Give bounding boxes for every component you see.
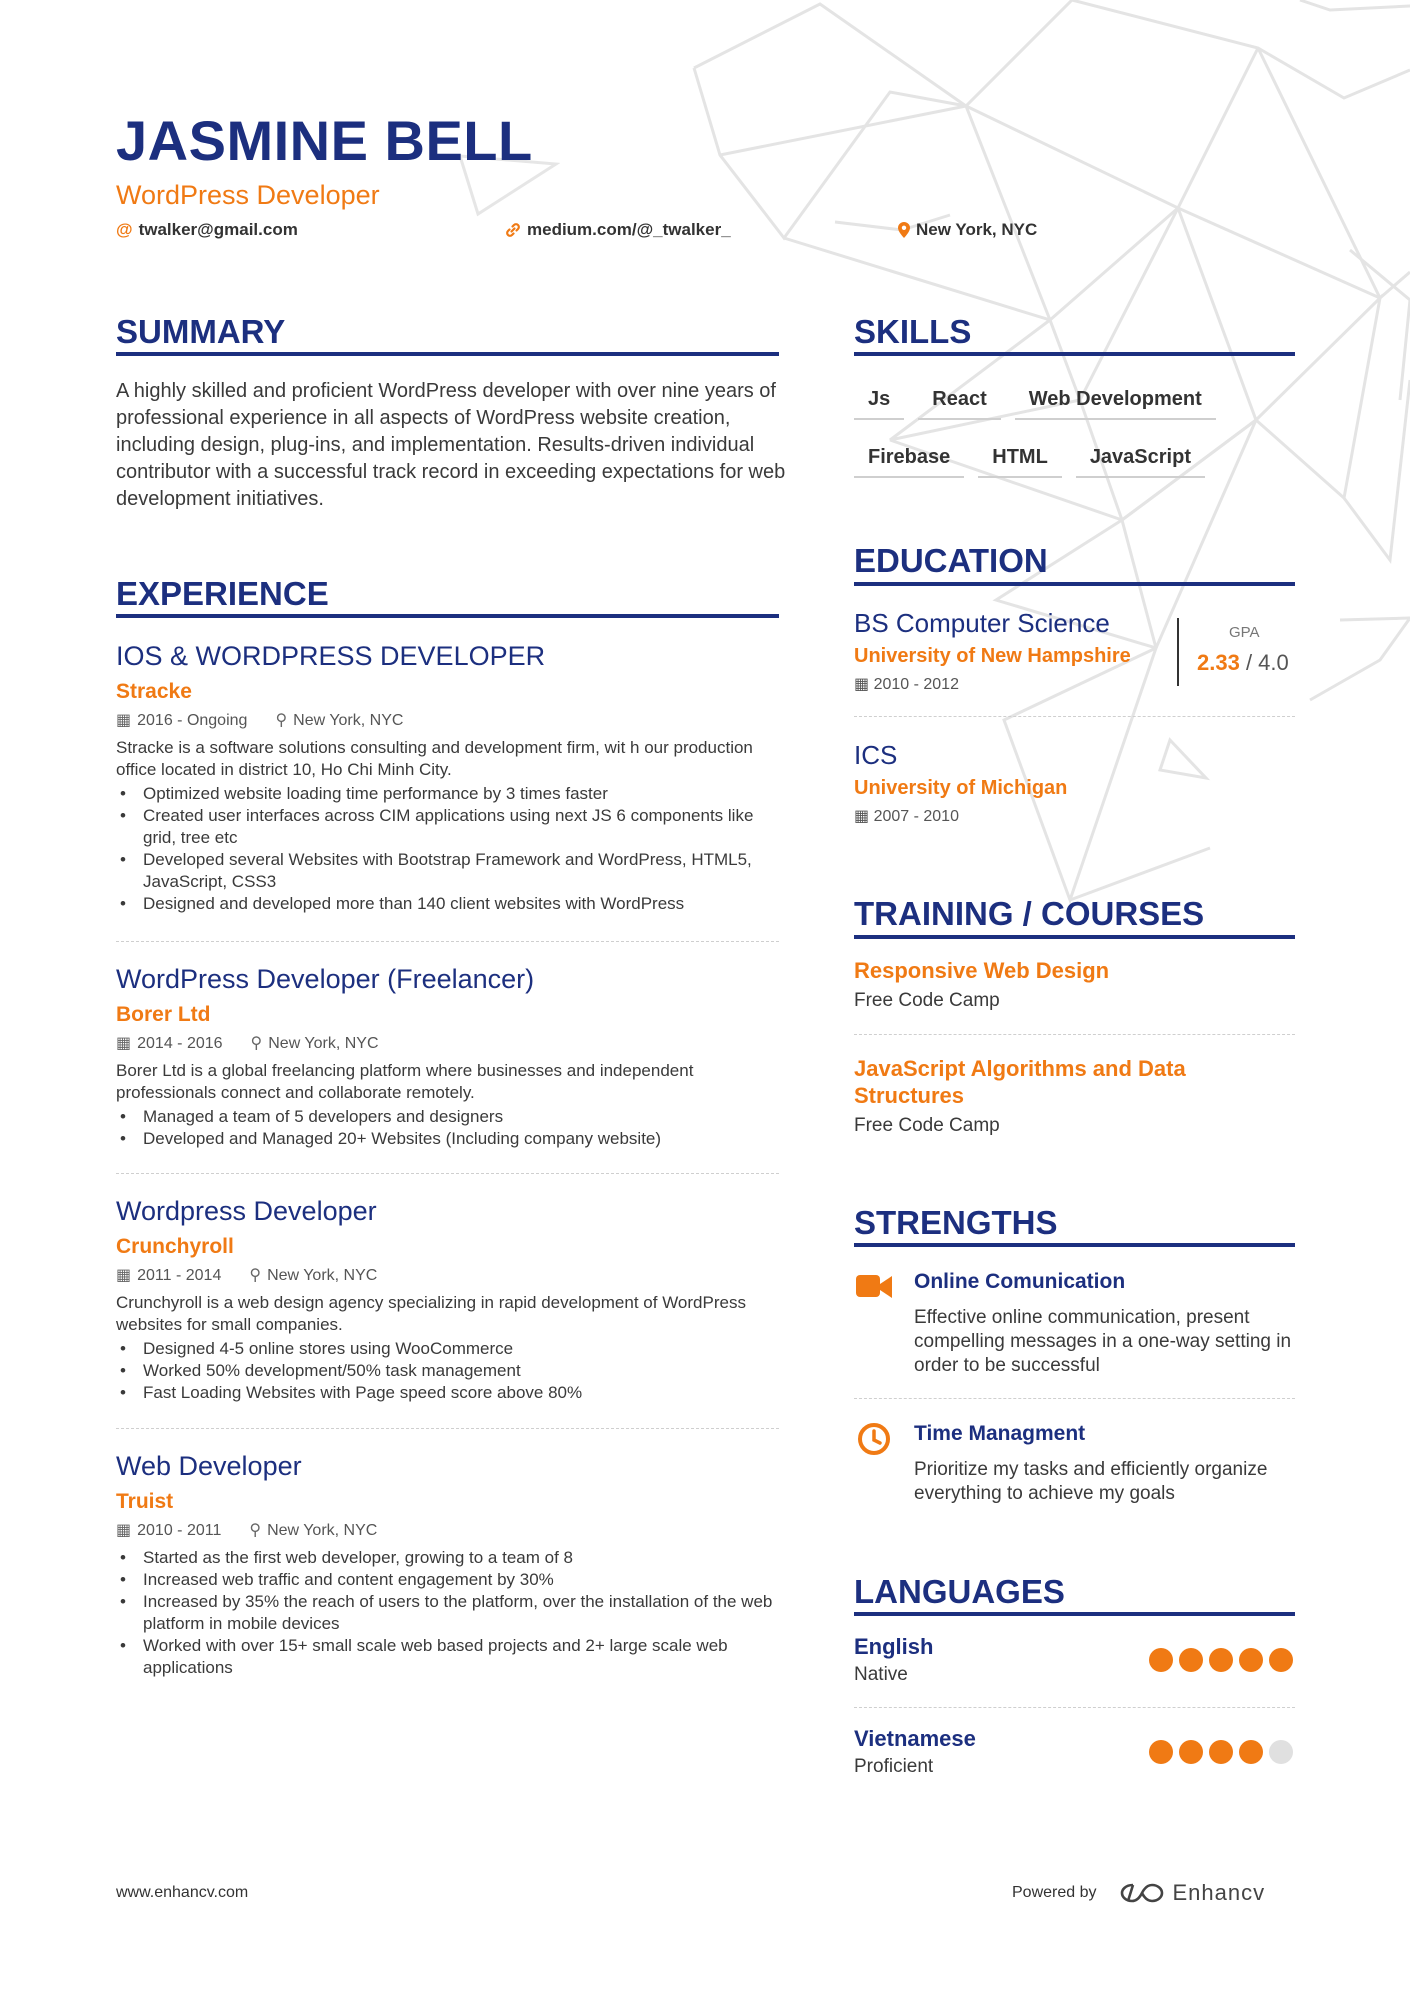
clock-icon: [854, 1422, 894, 1456]
rating-dot-filled: [1149, 1648, 1173, 1672]
divider: [116, 1173, 779, 1174]
link-text: medium.com/@_twalker_: [527, 220, 731, 239]
strength-title: Online Comunication: [914, 1270, 1126, 1293]
strength-item: [854, 1270, 1295, 1390]
experience-item: [116, 963, 779, 1150]
section-rule: [854, 1612, 1295, 1616]
job-bullet: • Worked with over 15+ small scale web based projects and 2+ large scale web applications: [116, 1635, 779, 1679]
language-item: [854, 1726, 1295, 1778]
divider: [854, 1707, 1295, 1708]
dates-text: 2007 - 2010: [873, 808, 959, 825]
course-org: Free Code Camp: [854, 1115, 1000, 1136]
strength-description: Prioritize my tasks and efficiently organize everything to achieve my goals: [914, 1459, 1268, 1504]
video-camera-icon: [854, 1270, 894, 1304]
job-bullet: • Worked 50% development/50% task management: [116, 1360, 779, 1382]
job-dates: 2016 - Ongoing: [137, 712, 248, 729]
divider: [854, 1398, 1295, 1399]
at-icon: @: [116, 220, 133, 239]
course-title: Responsive Web Design: [854, 958, 1110, 983]
skill-tag: Js: [854, 380, 904, 420]
gpa-max: / 4.0: [1239, 650, 1289, 675]
job-company: Truist: [116, 1490, 174, 1513]
job-dates: 2010 - 2011: [137, 1522, 222, 1539]
calendar-icon: ▦: [116, 1035, 132, 1052]
job-bullets: [116, 783, 779, 915]
course-item: [854, 957, 1295, 1012]
skill-row: [854, 438, 1295, 478]
language-name: English: [854, 1634, 934, 1659]
education-item: [854, 740, 1295, 826]
job-title: IOS & WORDPRESS DEVELOPER: [116, 641, 546, 671]
footer-powered: [1012, 1880, 1265, 1906]
strength-description: Effective online communication, present compelling messages in a one-way setting in order to be successful: [914, 1307, 1292, 1376]
divider: [116, 941, 779, 942]
experience-item: [116, 1195, 779, 1404]
gpa-value: [1197, 650, 1289, 676]
skill-tag: Firebase: [854, 438, 964, 478]
map-pin-icon: ⚲: [249, 1267, 262, 1284]
calendar-icon: ▦: [116, 712, 132, 729]
job-location: New York, NYC: [267, 1267, 378, 1284]
brand-logo[interactable]: [1119, 1880, 1266, 1906]
job-meta: [116, 1034, 779, 1054]
job-meta: [116, 1266, 779, 1286]
skill-tag: JavaScript: [1076, 438, 1205, 478]
job-description: Borer Ltd is a global freelancing platform where businesses and independent professionals connect and collaborate remotely.: [116, 1061, 694, 1102]
course-item: [854, 1055, 1295, 1137]
experience-item: [116, 640, 779, 915]
gpa-label: GPA: [1229, 624, 1260, 641]
job-title: Wordpress Developer: [116, 1196, 377, 1226]
section-title-skills: SKILLS: [854, 313, 972, 350]
location-text: New York, NYC: [916, 220, 1038, 239]
course-org: Free Code Camp: [854, 990, 1000, 1011]
job-bullet: • Developed and Managed 20+ Websites (Including company website): [116, 1128, 779, 1150]
map-pin-icon: [898, 222, 910, 238]
job-title: Web Developer: [116, 1451, 302, 1481]
education-dates: [854, 806, 1295, 826]
job-company: Stracke: [116, 680, 192, 703]
section-title-experience: EXPERIENCE: [116, 575, 329, 612]
gpa-box: [1177, 618, 1295, 686]
calendar-icon: ▦: [854, 808, 874, 825]
divider: [854, 716, 1295, 717]
link-icon: [505, 222, 521, 238]
rating-dot-filled: [1239, 1648, 1263, 1672]
job-dates: 2011 - 2014: [137, 1267, 222, 1284]
experience-item: [116, 1450, 779, 1679]
candidate-role: WordPress Developer: [116, 180, 380, 210]
rating-dot-filled: [1239, 1740, 1263, 1764]
job-bullet: • Created user interfaces across CIM applications using next JS 6 components like grid, tree etc: [116, 805, 779, 849]
job-title: WordPress Developer (Freelancer): [116, 964, 535, 994]
job-location: New York, NYC: [293, 712, 404, 729]
map-pin-icon: ⚲: [249, 1522, 262, 1539]
job-bullet: • Designed and developed more than 140 client websites with WordPress: [116, 893, 779, 915]
job-bullet: • Managed a team of 5 developers and designers: [116, 1106, 779, 1128]
job-bullet: • Optimized website loading time performance by 3 times faster: [116, 783, 779, 805]
section-rule: [854, 352, 1295, 356]
rating-dot-filled: [1179, 1648, 1203, 1672]
job-meta: [116, 711, 779, 731]
skill-row: [854, 380, 1295, 420]
job-description: Stracke is a software solutions consulting and development firm, wit h our production office located in district 10, Ho Chi Minh City.: [116, 738, 753, 779]
strength-title: Time Managment: [914, 1422, 1086, 1445]
job-location: New York, NYC: [267, 1522, 378, 1539]
language-rating: [1149, 1648, 1293, 1672]
contact-email[interactable]: [116, 220, 298, 240]
rating-dot-filled: [1209, 1740, 1233, 1764]
job-bullets: [116, 1338, 779, 1404]
school: University of Michigan: [854, 777, 1068, 799]
calendar-icon: ▦: [116, 1267, 132, 1284]
job-location: New York, NYC: [268, 1035, 379, 1052]
section-rule: [116, 614, 779, 618]
section-rule: [854, 1243, 1295, 1247]
dates-text: 2010 - 2012: [873, 676, 959, 693]
job-bullet: • Increased web traffic and content engagement by 30%: [116, 1569, 779, 1591]
skills-list: [854, 380, 1295, 496]
language-rating: [1149, 1740, 1293, 1764]
section-rule: [854, 935, 1295, 939]
job-bullets: [116, 1106, 779, 1150]
language-level: Proficient: [854, 1756, 934, 1777]
gpa-score: 2.33: [1197, 650, 1240, 675]
school: University of New Hampshire: [854, 645, 1131, 667]
summary-text: A highly skilled and proficient WordPress developer with over nine years of professional experience in all aspects of WordPress website creation, including design, plug-ins, and implementation. Results-driven individual contributor with a successful track record in exceeding expectations for web development initiatives.: [116, 380, 786, 510]
section-title-summary: SUMMARY: [116, 313, 286, 350]
job-company: Borer Ltd: [116, 1003, 211, 1026]
language-level: Native: [854, 1664, 908, 1685]
divider: [116, 1428, 779, 1429]
rating-dot-filled: [1269, 1648, 1293, 1672]
job-dates: 2014 - 2016: [137, 1035, 223, 1052]
section-rule: [854, 582, 1295, 586]
contact-link[interactable]: [505, 220, 731, 240]
contact-location: [898, 220, 1037, 240]
powered-by-text: Powered by: [1012, 1884, 1097, 1901]
job-bullet: • Developed several Websites with Bootstrap Framework and WordPress, HTML5, JavaScript, CSS3: [116, 849, 779, 893]
job-bullet: • Started as the first web developer, growing to a team of 8: [116, 1547, 779, 1569]
job-bullet: • Fast Loading Websites with Page speed score above 80%: [116, 1382, 779, 1404]
calendar-icon: ▦: [116, 1522, 132, 1539]
job-meta: [116, 1521, 779, 1541]
language-item: [854, 1634, 1295, 1686]
job-company: Crunchyroll: [116, 1235, 234, 1258]
job-bullet: • Designed 4-5 online stores using WooCommerce: [116, 1338, 779, 1360]
course-title: JavaScript Algorithms and Data Structures: [854, 1056, 1186, 1108]
section-rule: [116, 352, 779, 356]
strength-item: [854, 1422, 1295, 1522]
calendar-icon: ▦: [854, 676, 874, 693]
language-name: Vietnamese: [854, 1726, 976, 1751]
map-pin-icon: ⚲: [250, 1035, 263, 1052]
degree: ICS: [854, 740, 898, 770]
rating-dot-filled: [1209, 1648, 1233, 1672]
email-text: twalker@gmail.com: [138, 220, 298, 239]
brand-name: Enhancv: [1172, 1880, 1266, 1905]
rating-dot-empty: [1269, 1740, 1293, 1764]
degree: BS Computer Science: [854, 608, 1110, 638]
map-pin-icon: ⚲: [275, 712, 288, 729]
divider: [854, 1034, 1295, 1035]
rating-dot-filled: [1149, 1740, 1173, 1764]
job-description: Crunchyroll is a web design agency specializing in rapid development of WordPress websites for small companies.: [116, 1293, 746, 1334]
section-title-education: EDUCATION: [854, 542, 1048, 579]
section-title-training: TRAINING / COURSES: [854, 895, 1205, 932]
candidate-name: JASMINE BELL: [116, 109, 533, 172]
job-bullet: • Increased by 35% the reach of users to the platform, over the installation of the web platform in mobile devices: [116, 1591, 779, 1635]
section-title-strengths: STRENGTHS: [854, 1204, 1058, 1241]
job-bullets: [116, 1547, 779, 1679]
infinity-logo-icon: [1119, 1881, 1165, 1905]
skill-tag: Web Development: [1015, 380, 1216, 420]
section-title-languages: LANGUAGES: [854, 1573, 1065, 1610]
skill-tag: React: [918, 380, 1000, 420]
footer-site[interactable]: www.enhancv.com: [116, 1884, 249, 1901]
rating-dot-filled: [1179, 1740, 1203, 1764]
skill-tag: HTML: [978, 438, 1062, 478]
